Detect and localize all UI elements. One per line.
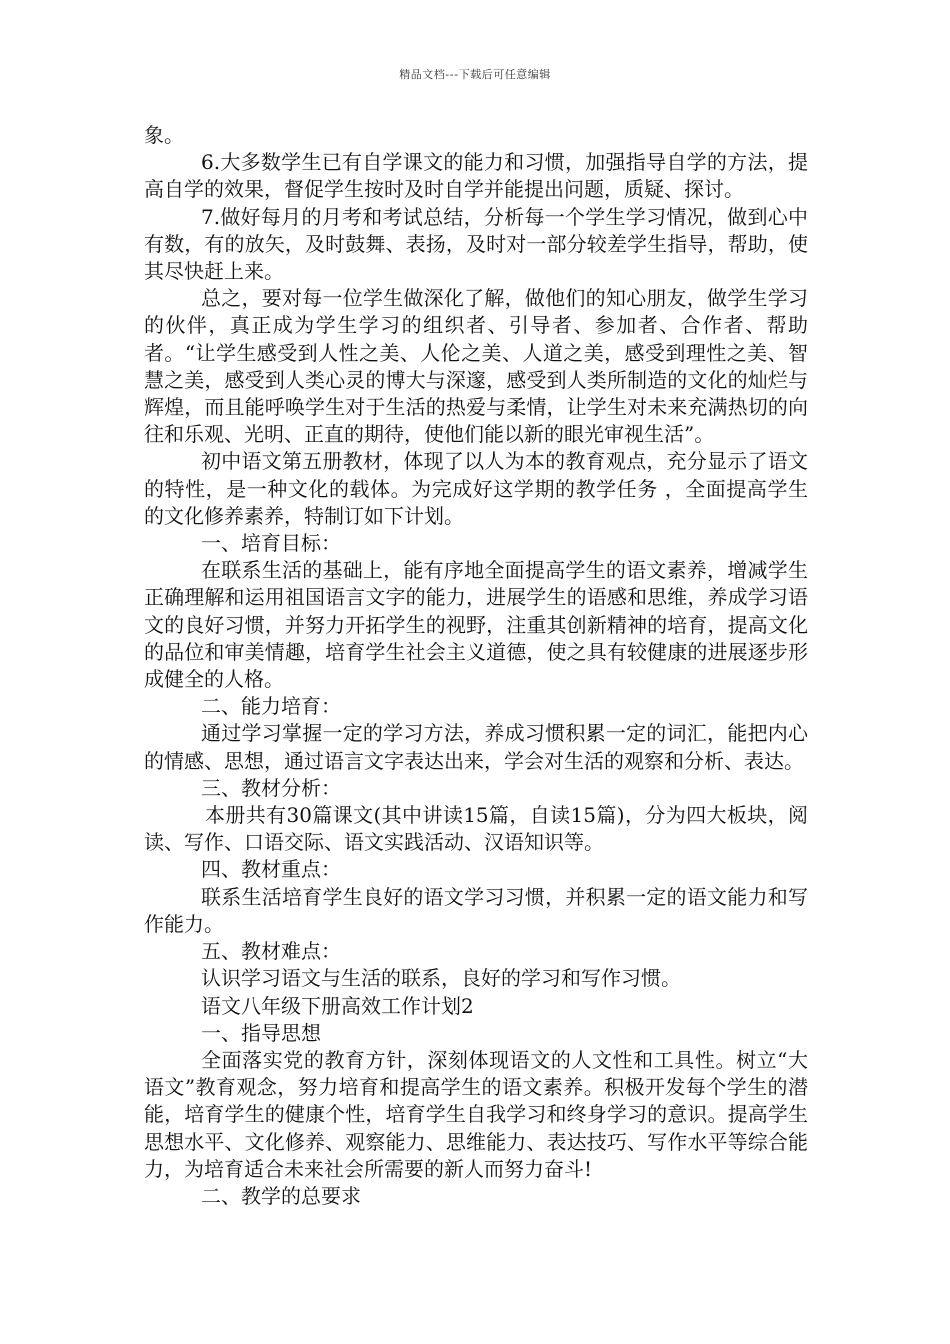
paragraph-difficulties: 认识学习语文与生活的联系，良好的学习和写作习惯。 [201,966,681,991]
heading-goals: 一、培育目标： [201,531,341,556]
page-header: 精品文档---下载后可任意编辑 [399,68,551,81]
paragraph-analysis: 本册共有30篇课文(其中讲读15篇，自读15篇)，分为四大板块，阅读、写作、口语交际、语文实践活动、汉语知识等。 [144,803,808,855]
section-title-plan-2: 语文八年级下册高效工作计划2 [201,993,474,1018]
paragraph-continuation: 象。 [144,123,184,147]
document-body [144,122,808,1210]
paragraph-item-6: 6.大多数学生已有自学课文的能力和习惯，加强指导自学的方法，提高自学的效果，督促学生按时及时自学并能提出问题，质疑、探讨。 [144,150,808,202]
paragraph-goals: 在联系生活的基础上，能有序地全面提高学生的语文素养，增减学生正确理解和运用祖国语言文字的能力，进展学生的语感和思维，养成学习语文的良好习惯，并努力开拓学生的视野，注重其创新精神的培育，提高文化的品位和审美情趣，培育学生社会主义道德，使之具有较健康的进展逐步形成健全的人格。 [144,558,808,692]
paragraph-intro: 初中语文第五册教材，体现了以人为本的教育观点，充分显示了语文的特性，是一种文化的载体。为完成好这学期的教学任务 ，全面提高学生的文化修养素养，特制订如下计划。 [144,449,808,528]
heading-general-requirements: 二、教学的总要求 [201,1183,361,1208]
paragraph-key-points: 联系生活培育学生良好的语文学习习惯，并积累一定的语文能力和写作能力。 [144,884,808,936]
paragraph-guiding-ideas: 全面落实党的教育方针，深刻体现语文的人文性和工具性。树立“大语文”教育观念，努力培育和提高学生的语文素养。积极开发每个学生的潜能，培育学生的健康个性，培育学生自我学习和终身学习的意识。提高学生思想水平、文化修养、观察能力、思维能力、表达技巧、写作水平等综合能力，为培育适合未来社会所需要的新人而努力奋斗! [144,1047,808,1181]
paragraph-ability: 通过学习掌握一定的学习方法，养成习惯积累一定的词汇，能把内心的情感、思想，通过语言文字表达出来，学会对生活的观察和分析、表达。 [144,721,808,773]
heading-guiding-ideas: 一、指导思想 [201,1020,321,1045]
heading-analysis: 三、教材分析： [201,775,341,800]
heading-ability: 二、能力培育： [201,694,341,719]
heading-difficulties: 五、教材难点： [201,939,341,964]
heading-key-points: 四、教材重点： [201,857,341,882]
paragraph-item-7: 7.做好每月的月考和考试总结，分析每一个学生学习情况，做到心中有数，有的放矢，及时鼓舞、表扬，及时对一部分较差学生指导，帮助，使其尽快赶上来。 [144,204,808,284]
paragraph-summary: 总之，要对每一位学生做深化了解，做他们的知心朋友，做学生学习的伙伴，真正成为学生学习的组织者、引导者、参加者、合作者、帮助者。“让学生感受到人性之美、人伦之美、人道之美，感受到理性之美、智慧之美，感受到人类心灵的博大与深邃，感受到人类所制造的文化的灿烂与辉煌，而且能呼唤学生对于生活的热爱与柔情，让学生对未来充满热切的向往和乐观、光明、正直的期待，使他们能以新的眼光审视生活”。 [144,286,808,447]
